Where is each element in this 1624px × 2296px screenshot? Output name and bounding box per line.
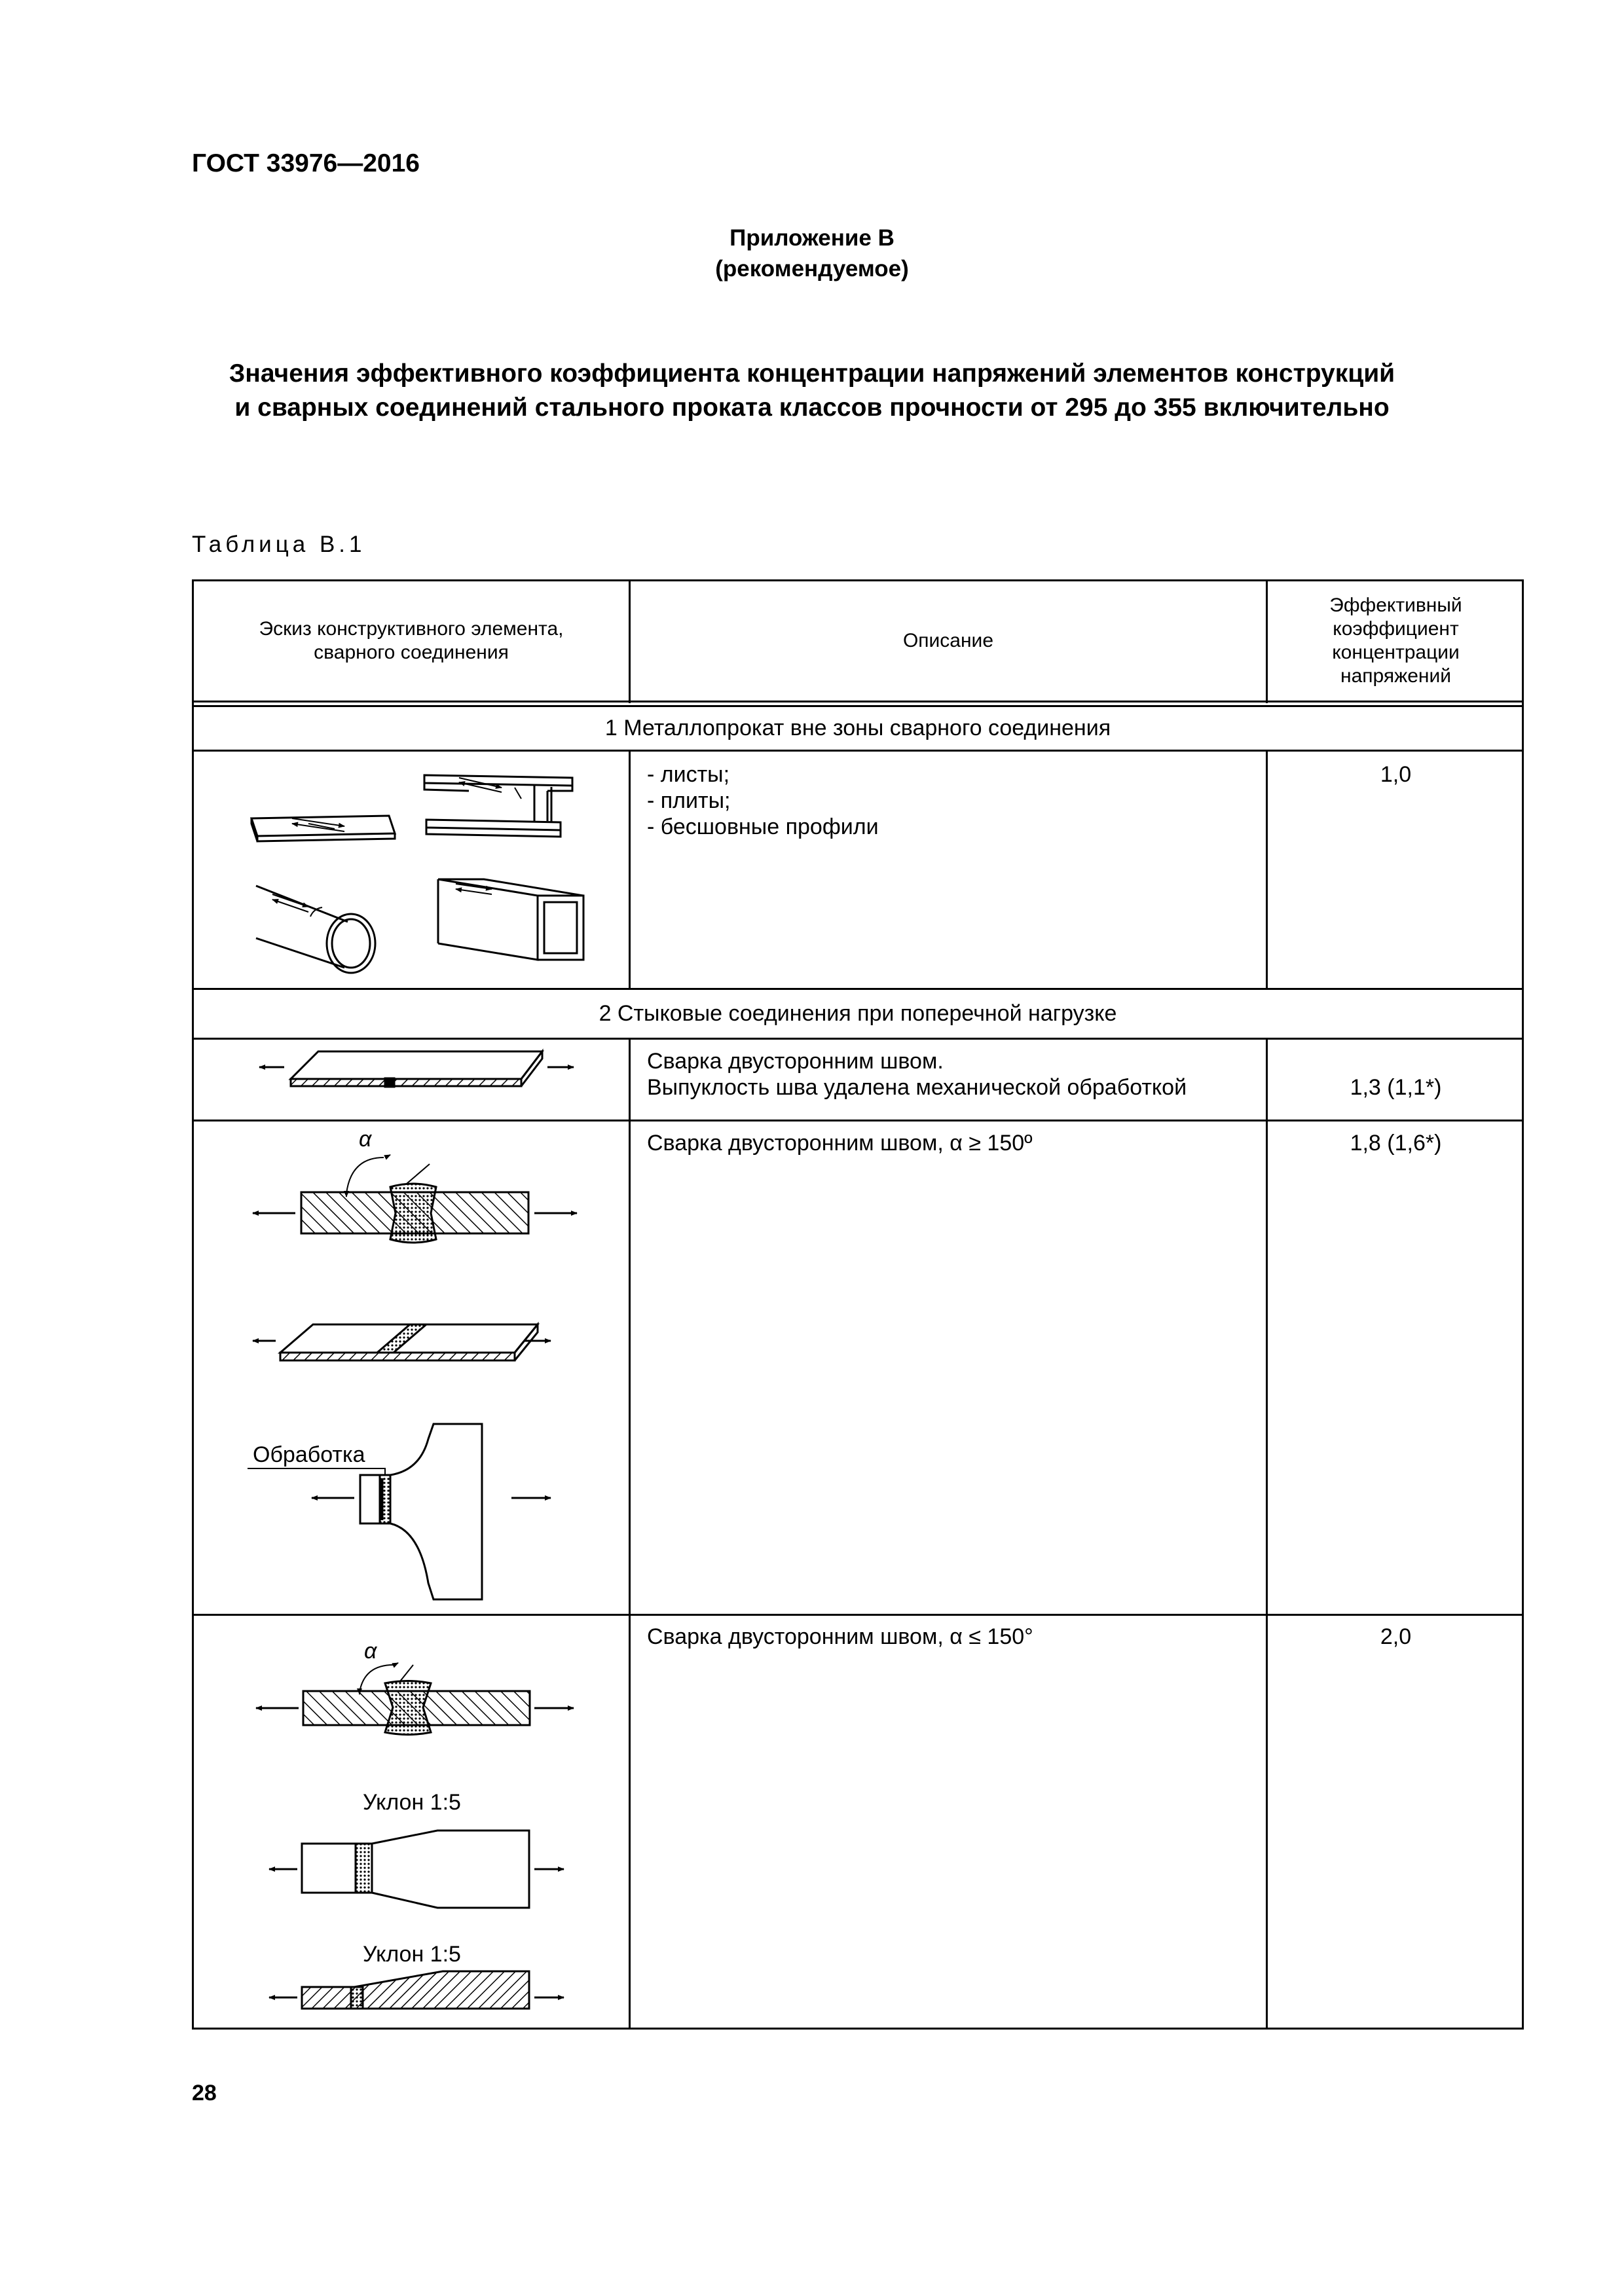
header-sketch-line: сварного соединения	[314, 642, 509, 663]
sharp-weld-section-sketch	[256, 1663, 574, 1735]
butt-joint-plate-sketch	[259, 1051, 574, 1087]
row-coefficient: 1,0	[1380, 762, 1412, 787]
description-line: - листы;	[647, 762, 730, 787]
row-description	[647, 1130, 1033, 1156]
description-line: - бесшовные профили	[647, 814, 879, 839]
tapered-transition-sketch	[269, 1831, 564, 1908]
description-line: - плиты;	[647, 788, 731, 813]
box-profile-sketch	[438, 879, 583, 960]
page-number: 28	[192, 2081, 217, 2105]
description-line: Сварка двусторонним швом, α ≤ 150°	[647, 1624, 1033, 1649]
document-title	[0, 357, 1624, 425]
appendix-label: Приложение В	[729, 225, 895, 251]
section-title: 1 Металлопрокат вне зоны сварного соединения	[604, 716, 1111, 740]
description-line: Сварка двусторонним швом.	[647, 1049, 944, 1074]
description-line: Выпуклость шва удалена механической обработкой	[647, 1075, 1187, 1100]
alpha-label: α	[359, 1127, 372, 1152]
header-coefficient-line: напряжений	[1340, 665, 1451, 687]
plate-sketch	[251, 816, 395, 841]
appendix-heading	[0, 223, 1624, 284]
row-description	[647, 761, 879, 840]
appendix-status: (рекомендуемое)	[715, 256, 909, 282]
header-description-text: Описание	[902, 630, 994, 651]
header-coefficient-line: Эффективный	[1329, 594, 1462, 616]
row-description	[647, 1624, 1033, 1650]
document-code: ГОСТ 33976—2016	[192, 149, 420, 177]
row-coefficient: 1,8 (1,6*)	[1350, 1131, 1442, 1156]
table-rule	[629, 1038, 631, 2030]
i-beam-sketch	[424, 775, 572, 837]
table-caption: Таблица В.1	[192, 532, 366, 557]
table-rule	[1266, 1038, 1268, 2030]
header-coefficient-line: коэффициент	[1333, 618, 1459, 640]
sketch-column	[194, 581, 629, 2030]
header-coefficient-line: концентрации	[1332, 642, 1460, 663]
header-description	[631, 581, 1266, 701]
alpha-label: α	[364, 1639, 377, 1664]
machining-label: Обработка	[253, 1442, 365, 1467]
tapered-plate-section-sketch	[269, 1971, 564, 2009]
convex-weld-section-sketch	[253, 1155, 577, 1243]
slope-label: Уклон 1:5	[363, 1790, 461, 1815]
row-coefficient: 2,0	[1380, 1624, 1412, 1649]
description-line: Сварка двусторонним швом, α ≥ 150º	[647, 1131, 1033, 1156]
slope-label: Уклон 1:5	[363, 1942, 461, 1967]
specification-table	[192, 579, 1524, 2030]
table-rule	[629, 750, 631, 988]
weld-seam-plate-sketch	[253, 1324, 551, 1360]
header-coefficient	[1268, 581, 1524, 701]
header-sketch-line: Эскиз конструктивного элемента,	[259, 618, 564, 640]
row-description	[647, 1048, 1187, 1101]
tube-sketch	[256, 886, 375, 973]
row-coefficient: 1,3 (1,1*)	[1350, 1075, 1442, 1100]
title-line-2: и сварных соединений стального проката классов прочности от 295 до 355 включительно	[234, 393, 1390, 422]
title-line-1: Значения эффективного коэффициента концентрации напряжений элементов конструкций	[229, 359, 1395, 388]
section-title: 2 Стыковые соединения при поперечной нагрузке	[599, 1001, 1117, 1026]
